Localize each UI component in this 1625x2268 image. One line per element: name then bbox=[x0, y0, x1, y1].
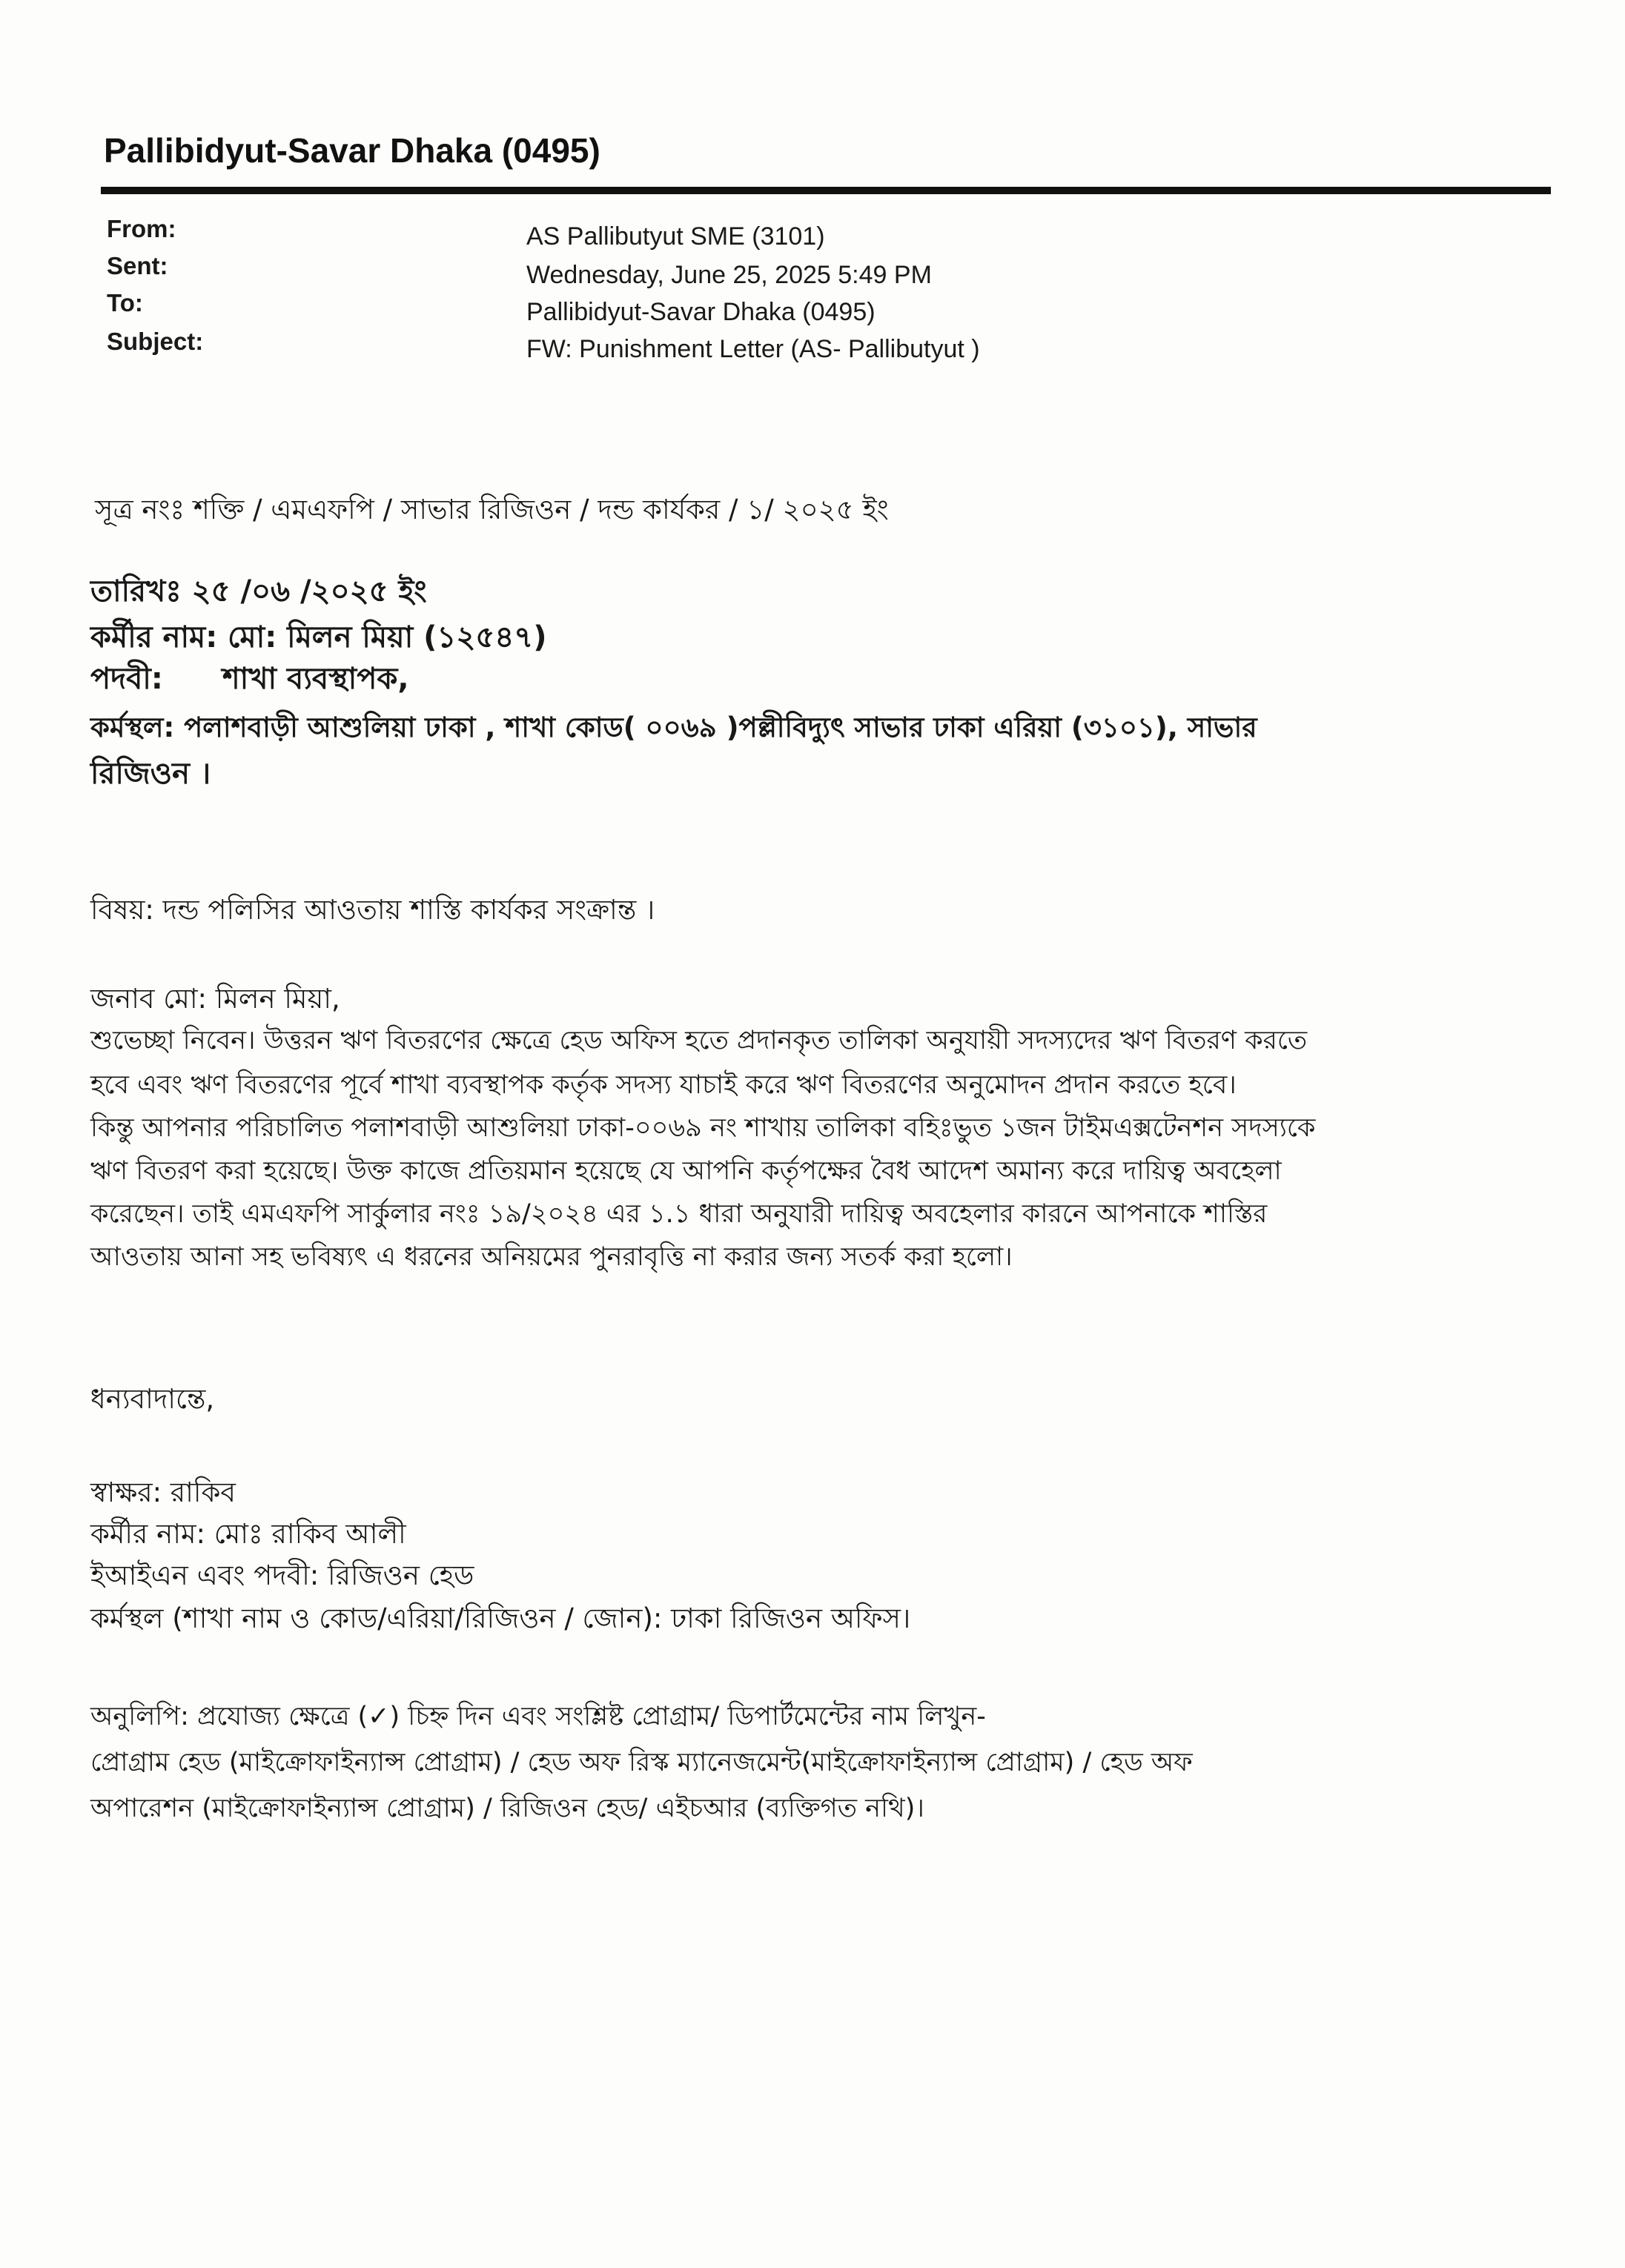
body-line-4: ঋণ বিতরণ করা হয়েছে। উক্ত কাজে প্রতিয়মান হয়েছে যে আপনি কর্তৃপক্ষের বৈধ আদেশ অমান্য করে দায়িত্ব অবহেলা bbox=[90, 1156, 1282, 1186]
closing: ধন্যবাদান্তে, bbox=[90, 1383, 215, 1415]
letter-date: তারিখঃ ২৫ /০৬ /২০২৫ ইং bbox=[90, 574, 427, 609]
mailbox-title: Pallibidyut-Savar Dhaka (0495) bbox=[104, 131, 600, 170]
reference-number: সূত্র নংঃ শক্তি / এমএফপি / সাভার রিজিওন / দন্ড কার্যকর / ১/ ২০২৫ ইং bbox=[95, 494, 889, 525]
cc-line-1: অনুলিপি: প্রযোজ্য ক্ষেত্রে (✓) চিহ্ন দিন এবং সংশ্লিষ্ট প্রোগ্রাম/ ডিপার্টমেন্টের নাম লিখুন- bbox=[90, 1702, 986, 1731]
employee-name: কর্মীর নাম: মো: মিলন মিয়া (১২৫৪৭) bbox=[90, 620, 547, 654]
signature-workplace: কর্মস্থল (শাখা নাম ও কোড/এরিয়া/রিজিওন / জোন): ঢাকা রিজিওন অফিস। bbox=[90, 1602, 911, 1634]
workplace-line-1: কর্মস্থল: পলাশবাড়ী আশুলিয়া ঢাকা , শাখা কোড( ০০৬৯ )পল্লীবিদ্যুৎ সাভার ঢাকা এরিয়া (৩১০১), সাভার bbox=[90, 712, 1257, 743]
body-line-5: করেছেন। তাই এমএফপি সার্কুলার নংঃ ১৯/২০২৪ এর ১.১ ধারা অনুযারী দায়িত্ব অবহেলার কারনে আপনাকে শাস্তির bbox=[90, 1199, 1268, 1229]
sent-value: Wednesday, June 25, 2025 5:49 PM bbox=[526, 261, 932, 289]
sent-label: Sent: bbox=[107, 252, 168, 279]
from-label: From: bbox=[107, 215, 176, 242]
to-value: Pallibidyut-Savar Dhaka (0495) bbox=[526, 298, 876, 326]
cc-line-3: অপারেশন (মাইক্রোফাইন্যান্স প্রোগ্রাম) / রিজিওন হেড/ এইচআর (ব্যক্তিগত নথি)। bbox=[90, 1794, 924, 1823]
letter-subject: বিষয়: দন্ড পলিসির আওতায় শাস্তি কার্যকর সংক্রান্ত । bbox=[90, 894, 655, 926]
body-line-6: আওতায় আনা সহ ভবিষ্যৎ এ ধরনের অনিয়মের পুনরাবৃত্তি না করার জন্য সতর্ক করা হলো। bbox=[90, 1242, 1013, 1272]
cc-line-2: প্রোগ্রাম হেড (মাইক্রোফাইন্যান্স প্রোগ্রাম) / হেড অফ রিস্ক ম্যানেজমেন্ট(মাইক্রোফাইন্যান্স প্রোগ্রাম) / হেড অফ bbox=[90, 1748, 1193, 1777]
header-divider bbox=[101, 187, 1551, 194]
signature-designation: ইআইএন এবং পদবী: রিজিওন হেড bbox=[90, 1559, 474, 1591]
body-line-2: হবে এবং ঋণ বিতরণের পূর্বে শাখা ব্যবস্থাপক কর্তৃক সদস্য যাচাই করে ঋণ বিতরণের অনুমোদন প্রদান করতে হবে। bbox=[90, 1070, 1237, 1100]
subject-label: Subject: bbox=[107, 328, 204, 355]
subject-value: FW: Punishment Letter (AS- Pallibutyut ) bbox=[526, 335, 980, 363]
body-line-1: শুভেচ্ছা নিবেন। উত্তরন ঋণ বিতরণের ক্ষেত্রে হেড অফিস হতে প্রদানকৃত তালিকা অনুযায়ী সদস্যদের ঋণ বিতরণ করতে bbox=[90, 1026, 1308, 1055]
signature-name: কর্মীর নাম: মোঃ রাকিব আলী bbox=[90, 1518, 406, 1550]
from-value: AS Pallibutyut SME (3101) bbox=[526, 222, 825, 251]
signature-line-1: স্বাক্ষর: রাকিব bbox=[90, 1476, 236, 1508]
designation-label: পদবী: bbox=[90, 662, 163, 696]
designation-value: শাখা ব্যবস্থাপক, bbox=[222, 662, 409, 696]
salutation: জনাব মো: মিলন মিয়া, bbox=[90, 983, 340, 1015]
body-line-3: কিন্তু আপনার পরিচালিত পলাশবাড়ী আশুলিয়া ঢাকা-০০৬৯ নং শাখায় তালিকা বহিঃভুত ১জন টাইমএক্সটেনশন সদস্যকে bbox=[90, 1113, 1316, 1143]
workplace-line-2: রিজিওন । bbox=[90, 757, 211, 791]
to-label: To: bbox=[107, 289, 143, 316]
